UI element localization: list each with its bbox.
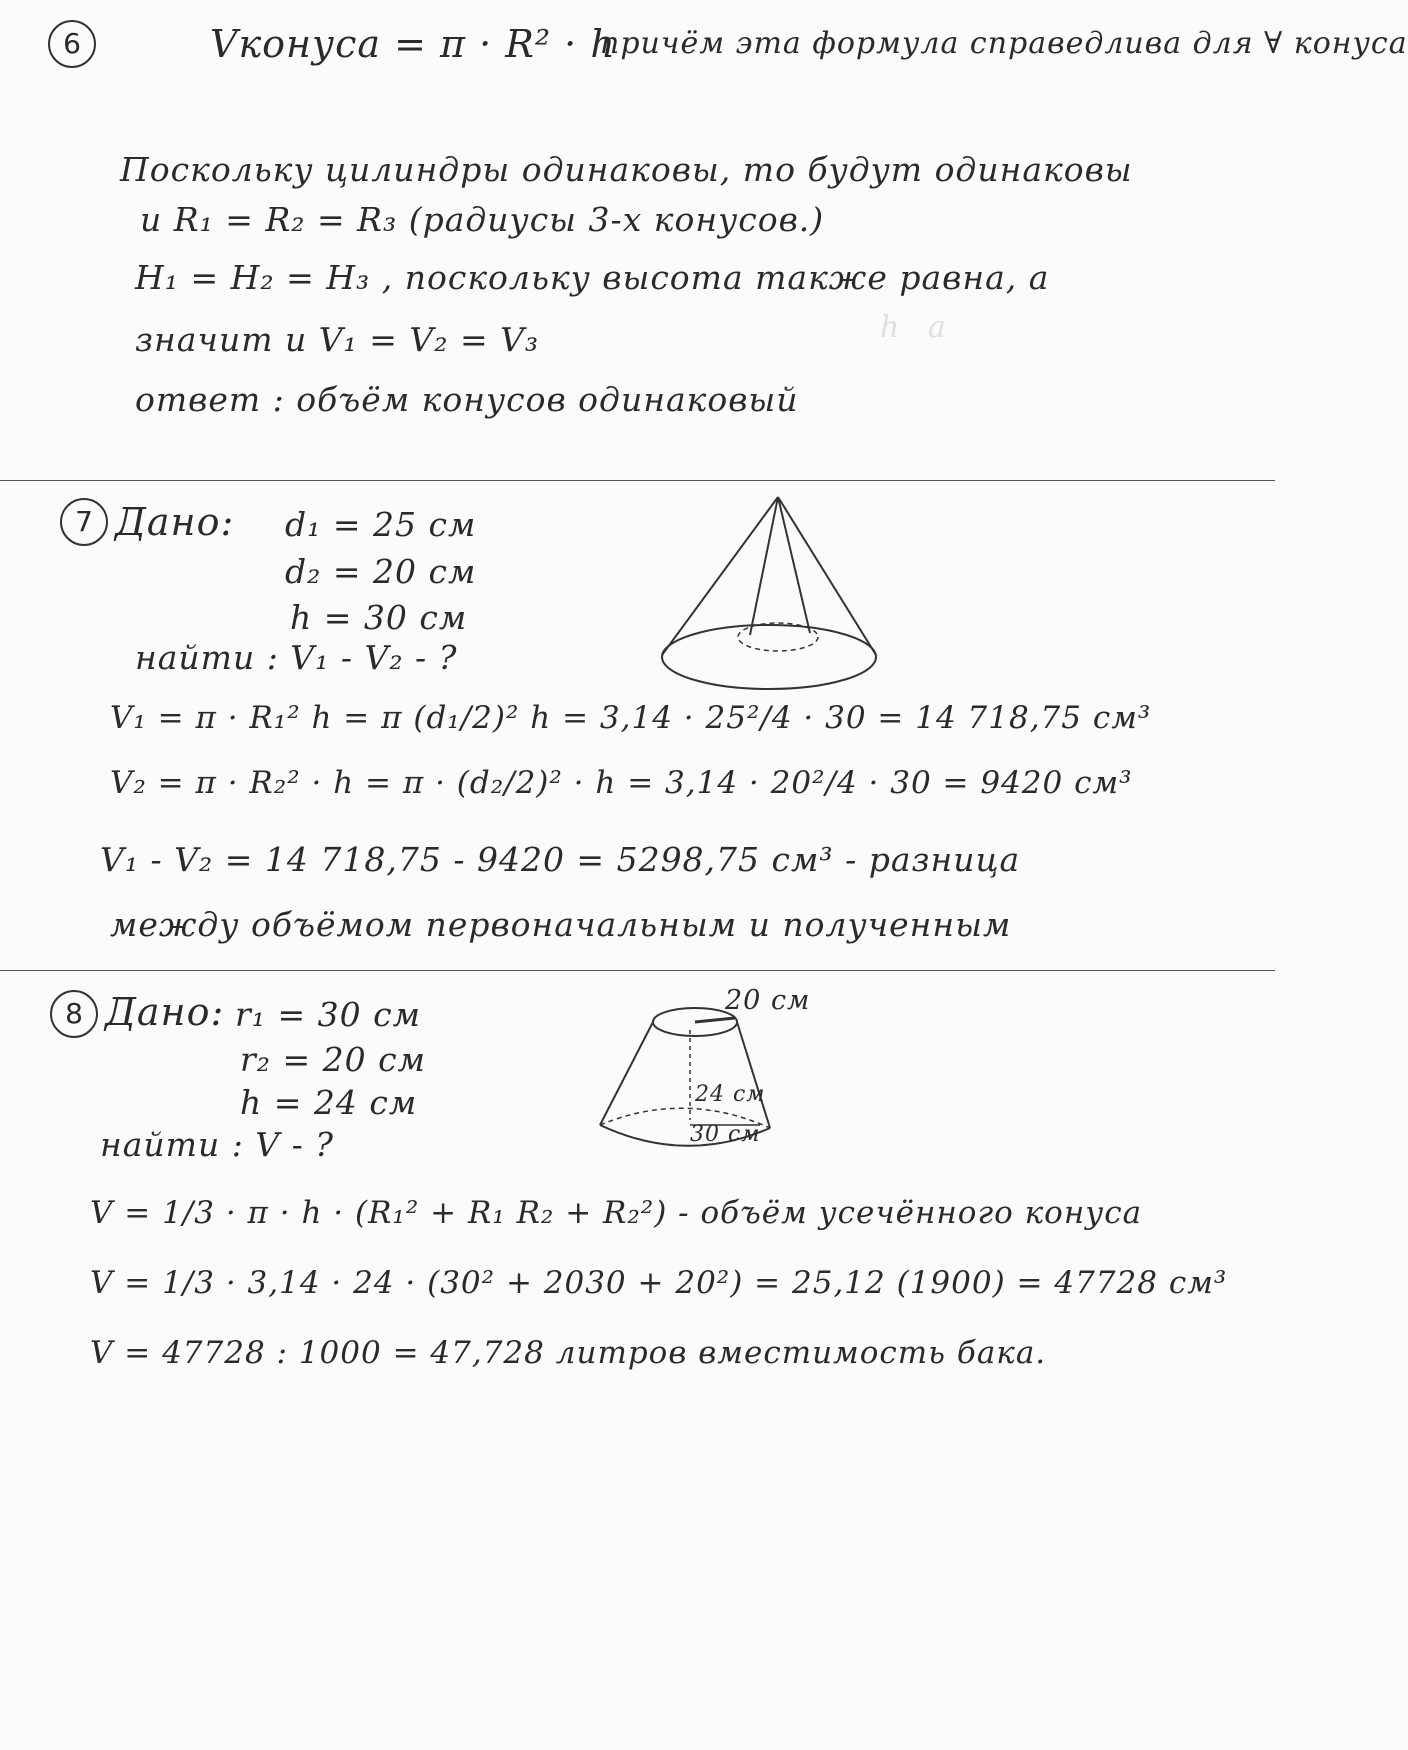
divider-1 (0, 480, 1275, 481)
problem-8-h: h = 24 см (240, 1083, 418, 1122)
problem-8-eq-3: V = 47728 : 1000 = 47,728 литров вместимость бака. (90, 1335, 1047, 1371)
bleed-through-text: h a (880, 310, 946, 345)
problem-7-eq-1: V₁ = π · R₁² h = π (d₁/2)² h = 3,14 · 25²/4 · 30 = 14 718,75 см³ (110, 700, 1152, 736)
problem-6-line-2: Поскольку цилиндры одинаковы, то будут одинаковы (120, 150, 1133, 189)
problem-6-number: 6 (48, 20, 96, 68)
problem-7-eq-3: V₁ - V₂ = 14 718,75 - 9420 = 5298,75 см³ - разница (100, 840, 1021, 879)
problem-8-fig-top-label: 20 см (725, 985, 811, 1016)
problem-6-line-5: значит и V₁ = V₂ = V₃ (135, 320, 540, 359)
problem-6-formula: Vконуса = π · R² · h (210, 22, 616, 66)
problem-6-formula-note: причём эта формула справедлива для ∀ конуса (600, 26, 1408, 61)
problem-7-eq-3-cont: между объёмом первоначальным и полученным (110, 905, 1012, 944)
problem-6-answer: ответ : объём конусов одинаковый (135, 380, 799, 419)
problem-8-number: 8 (50, 990, 98, 1038)
problem-8-r2: r₂ = 20 см (240, 1040, 426, 1079)
problem-8-eq-1: V = 1/3 · π · h · (R₁² + R₁ R₂ + R₂²) - объём усечённого конуса (90, 1195, 1143, 1231)
problem-7-cone-figure (640, 485, 900, 705)
problem-8-fig-height-label: 24 см (695, 1082, 766, 1107)
problem-7-d1: d₁ = 25 см (285, 505, 477, 544)
problem-8-fig-bottom-label: 30 см (690, 1122, 761, 1147)
problem-8-find: найти : V - ? (100, 1125, 334, 1164)
problem-8-r1: r₁ = 30 см (235, 995, 421, 1034)
problem-8-given-label: Дано: (105, 990, 225, 1034)
problem-8-eq-2: V = 1/3 · 3,14 · 24 · (30² + 2030 + 20²) = 25,12 (1900) = 47728 см³ (90, 1265, 1228, 1301)
problem-7-d2: d₂ = 20 см (285, 552, 477, 591)
problem-7-given-label: Дано: (115, 500, 235, 544)
problem-6-line-4: H₁ = H₂ = H₃ , поскольку высота также равна, а (135, 258, 1050, 297)
problem-7-number: 7 (60, 498, 108, 546)
divider-2 (0, 970, 1275, 971)
problem-7-eq-2: V₂ = π · R₂² · h = π · (d₂/2)² · h = 3,14 · 20²/4 · 30 = 9420 см³ (110, 765, 1133, 801)
problem-6-line-3: и R₁ = R₂ = R₃ (радиусы 3-х конусов.) (140, 200, 825, 239)
problem-7-h: h = 30 см (290, 598, 468, 637)
problem-7-find: найти : V₁ - V₂ - ? (135, 638, 458, 677)
